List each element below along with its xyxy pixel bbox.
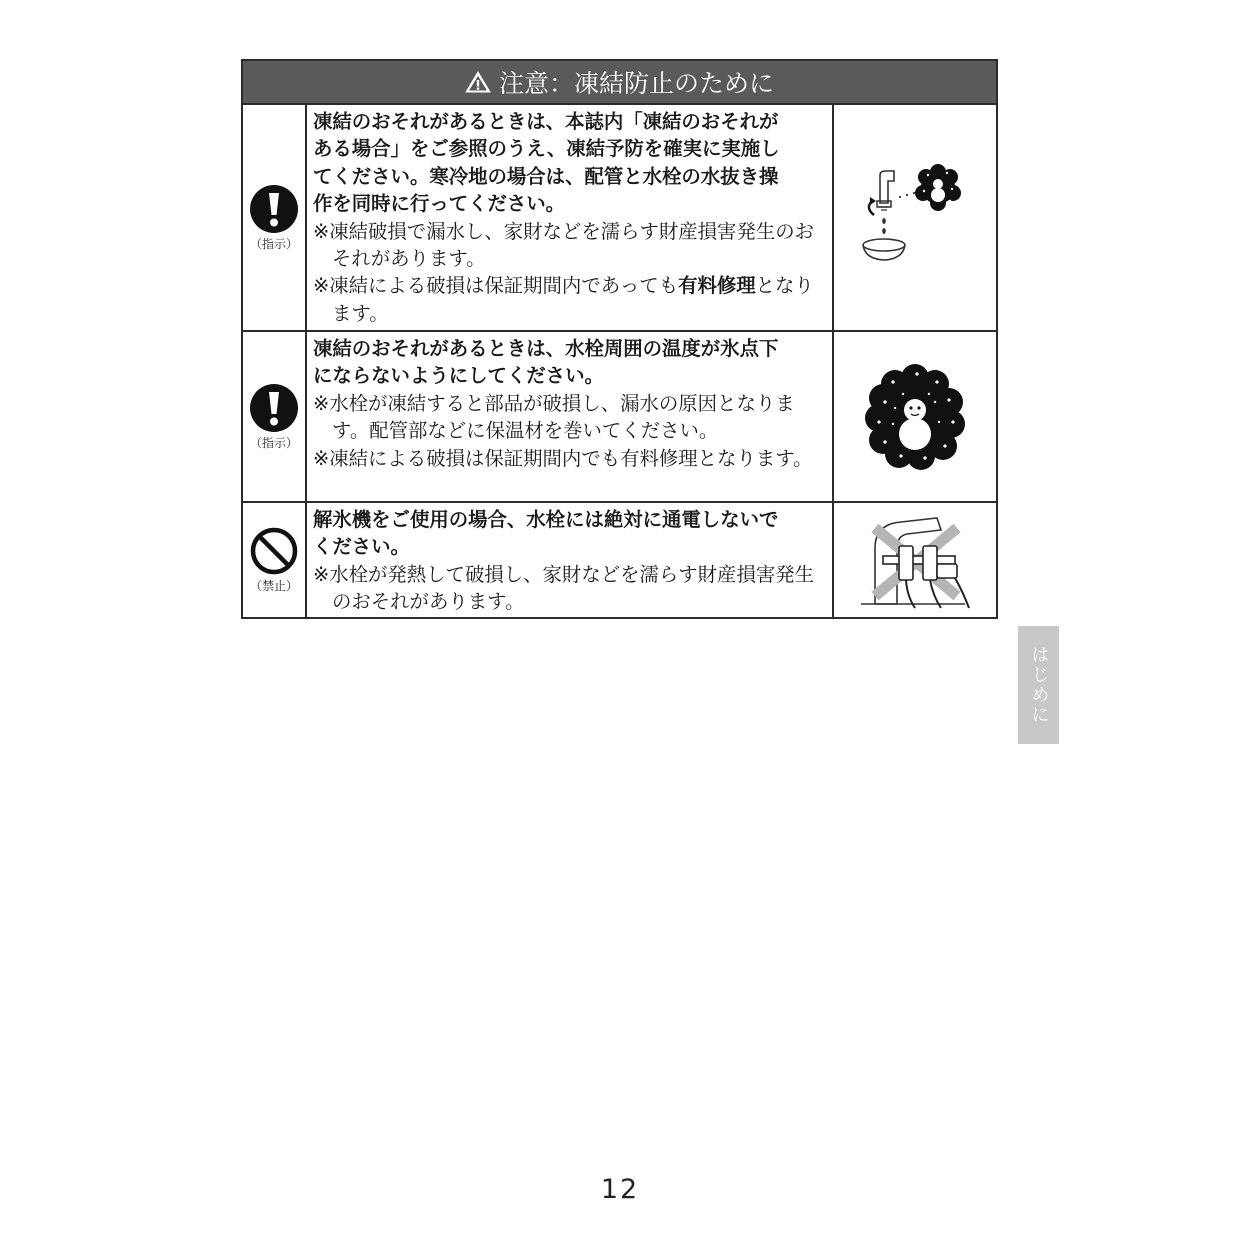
note: ※水栓が凍結すると部品が破損し、漏水の原因となります。配管部などに保温材を巻いてください。 xyxy=(313,391,795,443)
lead-line: にならないようにしてください。 xyxy=(313,364,604,388)
text-cell xyxy=(307,105,834,330)
text-cell xyxy=(307,503,834,617)
note-text: となります。 xyxy=(332,274,814,325)
snowman-in-snow-illustration xyxy=(865,362,965,472)
icon-cell xyxy=(243,105,307,330)
note xyxy=(313,272,826,327)
lead-line: 凍結のおそれがあるときは、水栓周囲の温度が氷点下 xyxy=(313,337,779,360)
note-text: ※凍結による破損は保証期間内であっても xyxy=(313,274,679,298)
icon-label: （指示） xyxy=(249,236,298,251)
faucet-drain-snowman-illustration xyxy=(860,163,970,273)
illustration-cell xyxy=(834,503,996,617)
icon-label: （指示） xyxy=(249,435,298,450)
section-tab[interactable]: はじめに xyxy=(1018,626,1059,744)
warning-triangle-icon xyxy=(465,70,491,94)
lead-line: ある場合」をご参照のうえ、凍結予防を確実に実施し xyxy=(313,137,780,161)
note: ※水栓が発熱して破損し、家財などを濡らす財産損害発生のおそれがあります。 xyxy=(313,562,815,614)
caution-title: 注意：凍結防止のために xyxy=(498,69,774,98)
note: ※凍結破損で漏水し、家財などを濡らす財産損害発生のおそれがあります。 xyxy=(313,219,815,271)
instruction-exclamation-icon xyxy=(249,383,299,433)
prohibition-icon xyxy=(249,526,299,576)
icon-label: （禁止） xyxy=(249,579,298,593)
caution-row-1 xyxy=(243,105,996,332)
caution-row-3 xyxy=(243,503,996,617)
faucet-clamp-crossed-illustration xyxy=(845,508,985,612)
instruction-exclamation-icon xyxy=(249,184,299,234)
illustration-cell xyxy=(834,105,996,330)
lead-line: てください。寒冷地の場合は、配管と水栓の水抜き操 xyxy=(313,164,779,188)
illustration-cell xyxy=(834,332,996,501)
icon-cell xyxy=(243,503,307,617)
note-emphasis: 有料修理 xyxy=(678,274,756,298)
text-cell xyxy=(307,332,834,501)
lead-line: ください。 xyxy=(313,535,410,559)
icon-cell xyxy=(243,332,307,501)
note: ※凍結による破損は保証期間内でも有料修理となります。 xyxy=(313,446,813,470)
page-number: 12 xyxy=(600,1174,640,1205)
caution-row-2 xyxy=(243,332,996,503)
caution-table xyxy=(241,59,998,619)
lead-line: 作を同時に行ってください。 xyxy=(313,192,566,216)
lead-line: 凍結のおそれがあるときは、本誌内「凍結のおそれが xyxy=(313,110,779,133)
lead-line: 解氷機をご使用の場合、水栓には絶対に通電しないで xyxy=(313,508,779,531)
caution-header xyxy=(243,61,996,105)
